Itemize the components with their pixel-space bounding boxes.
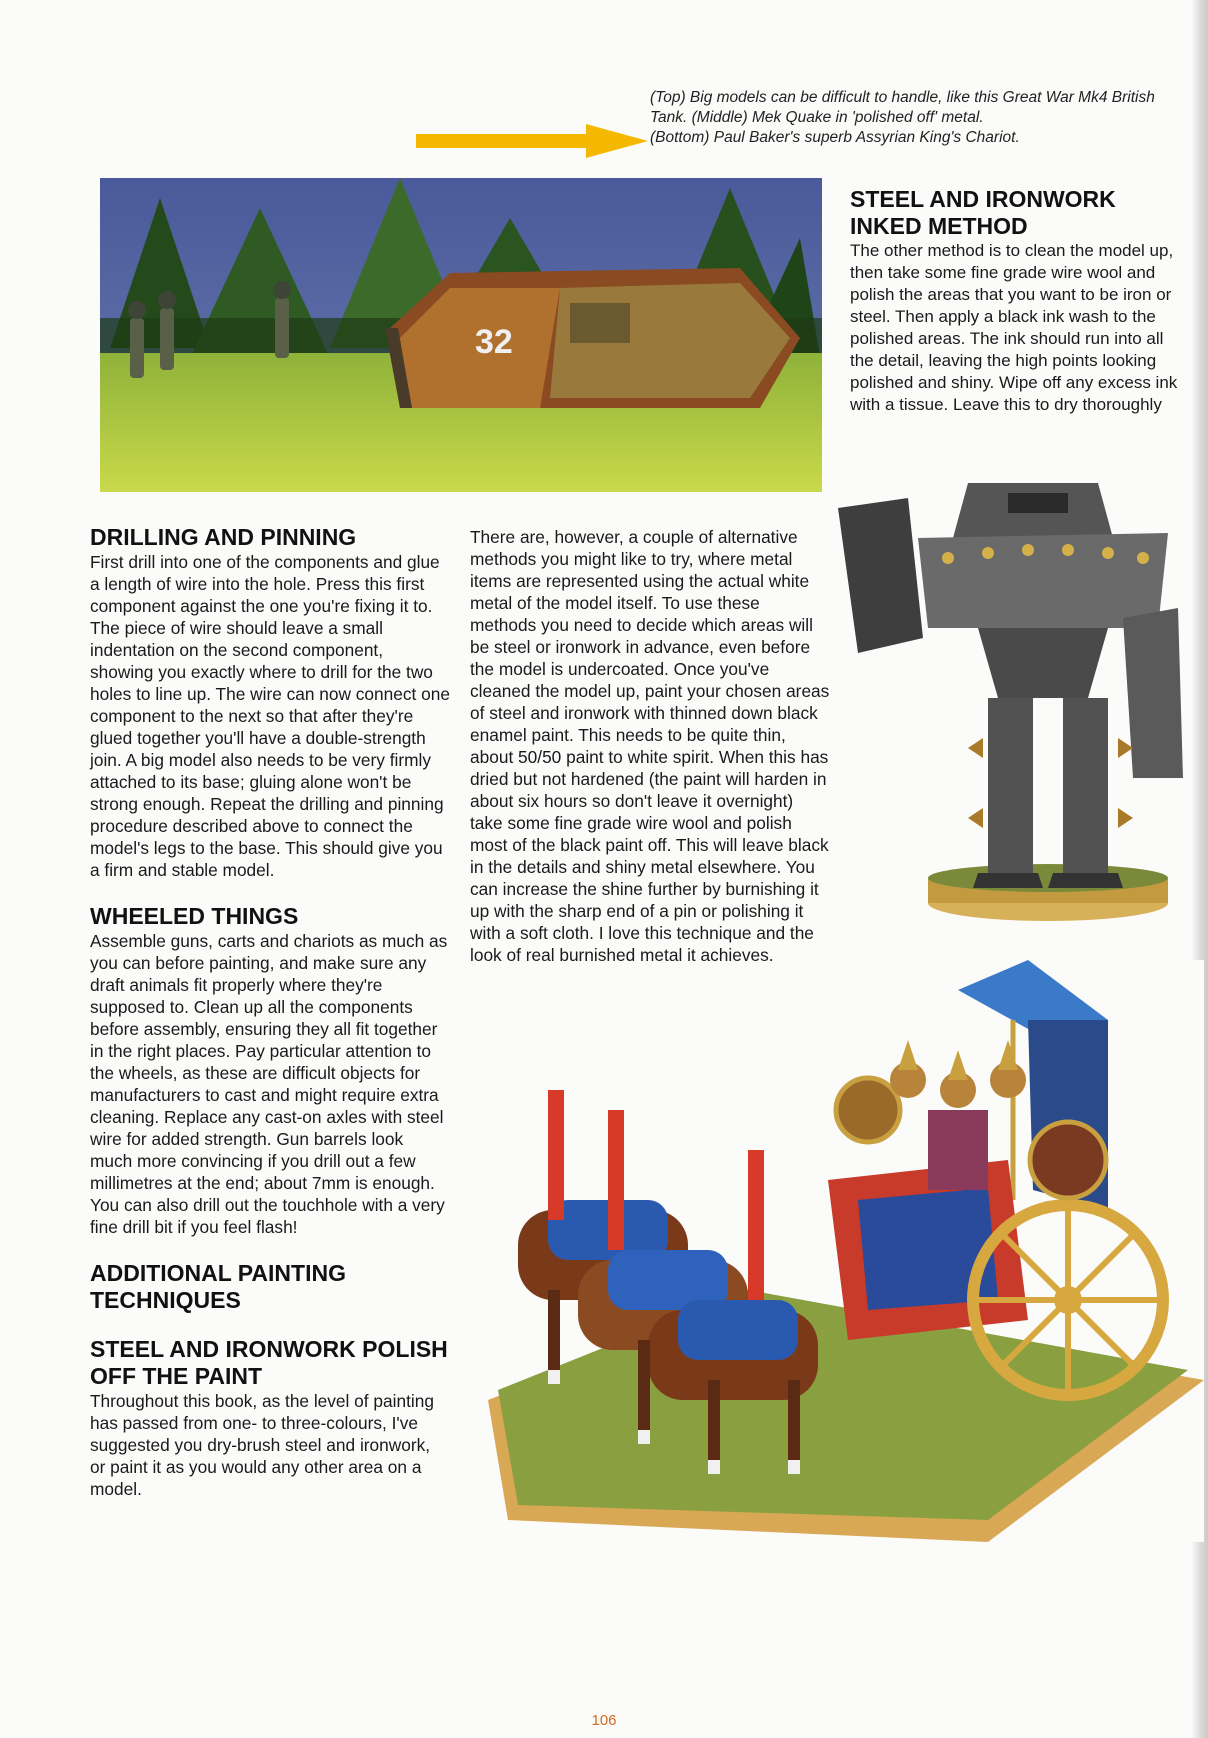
photo-caption	[650, 88, 1160, 148]
left-column	[90, 524, 450, 1522]
section-body: The other method is to clean the model up, then take some fine grade wire wool and polish the areas that you want to be iron or steel. Then apply a black ink wash to the polished areas. The ink should run into all the detail, leaving the high points looking polished and shiny. Wipe off any excess ink with a tissue. Leave this to dry thoroughly	[850, 241, 1178, 414]
tank-number: 32	[475, 323, 513, 361]
section-body: There are, however, a couple of alternative methods you might like to try, where metal items are represented using the actual white metal of the model itself. To use these methods you need to decide which areas will be steel or ironwork in advance, even before the model is undercoated. Once you've cleaned the model up, paint your chosen areas of steel and ironwork with thinned down black enamel paint. This needs to be quite thin, about 50/50 paint to white spirit. When this has dried but not hardened (the paint will harden in about six hours so don't leave it overnight) take some fine grade wire wool and polish most of the black paint off. This will leave black in the details and shiny metal elsewhere. You can increase the shine further by burnishing it up with the sharp end of a pin or polishing it with a soft cloth. I love this technique and the look of real burnished metal it achieves.	[470, 527, 830, 965]
chariot-photo	[488, 960, 1204, 1542]
page-number: 106	[591, 1712, 617, 1729]
section-heading: DRILLING AND PINNING	[90, 524, 357, 550]
section-polish-off	[90, 1336, 450, 1500]
section-heading: STEEL AND IRONWORK POLISH OFF THE PAINT	[90, 1336, 448, 1389]
section-body: Assemble guns, carts and chariots as much as you can before painting, and make sure any draft animals fit properly where they're supposed to. Clean up all the components before assembly, ensuring they all fit together in the right places. Pay particular attention to the wheels, as these are difficult objects for manufacturers to cast and might require extra cleaning. Replace any cast-on axles with steel wire for added strength. Gun barrels look much more convincing if you drill out a few millimetres at the end; about 7mm is enough. You can also drill out the touchhole with a very fine drill bit if you feel flash!	[90, 931, 448, 1237]
section-wheeled-things	[90, 903, 450, 1238]
section-heading: STEEL AND IRONWORK INKED METHOD	[850, 186, 1116, 239]
yellow-arrow-icon	[416, 124, 648, 158]
caption-line-2: (Bottom) Paul Baker's superb Assyrian King's Chariot.	[650, 129, 1020, 146]
section-heading: ADDITIONAL PAINTING TECHNIQUES	[90, 1260, 346, 1313]
caption-line-1: (Top) Big models can be difficult to handle, like this Great War Mk4 British Tank. (Middle) Mek Quake in 'polished off' metal.	[650, 89, 1155, 126]
middle-column	[470, 526, 830, 966]
section-additional-techniques	[90, 1260, 390, 1314]
right-column	[850, 186, 1180, 416]
robot-photo	[838, 478, 1186, 930]
section-drilling-pinning	[90, 524, 450, 881]
tank-photo	[100, 178, 822, 492]
section-body: First drill into one of the components and glue a length of wire into the hole. Press this first component against the one you're fixing it to. The piece of wire should leave a small indentation on the second component, showing you exactly where to drill for the two holes to line up. The wire can now connect one component to the next so that after they're glued together you'll have a double-strength join. A big model also needs to be very firmly attached to its base; gluing alone won't be strong enough. Repeat the drilling and pinning procedure described above to connect the model's legs to the base. This should give you a firm and stable model.	[90, 552, 450, 880]
section-heading: WHEELED THINGS	[90, 903, 299, 929]
section-body: Throughout this book, as the level of painting has passed from one- to three-colours, I've suggested you dry-brush steel and ironwork, or paint it as you would any other area on a model.	[90, 1391, 434, 1499]
